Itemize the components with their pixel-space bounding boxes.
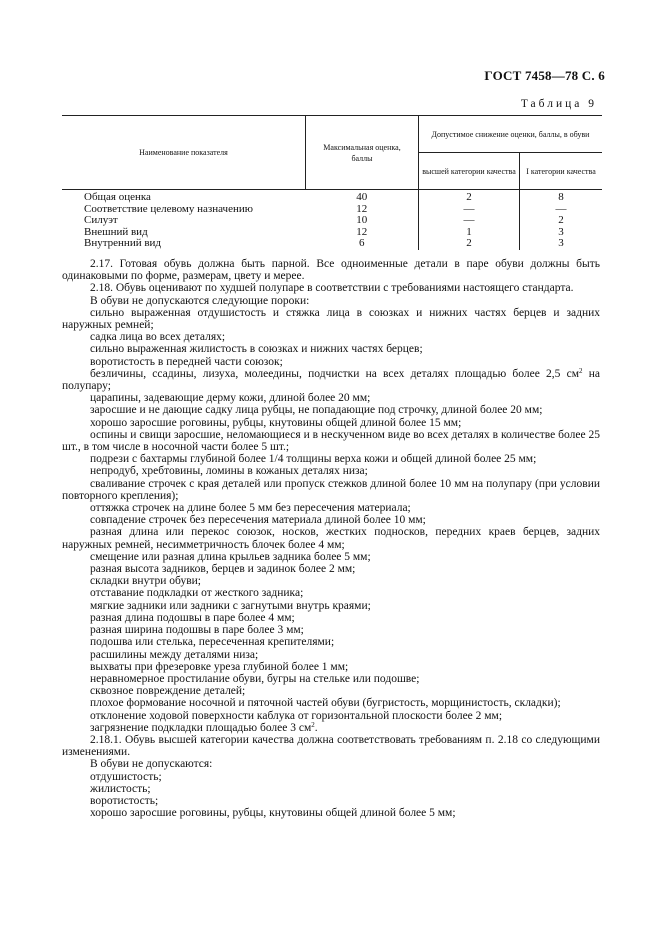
paragraph: В обуви не допускаются следующие пороки: <box>90 294 310 307</box>
text-span: безличины, ссадины, лизуха, молеедины, подчистки на всех деталях площадью более 2,5 см <box>90 367 580 380</box>
row-highest: 1 <box>419 227 520 239</box>
list-item: отклонение ходовой поверхности каблука от горизонтальной плоскости более 2 мм; <box>90 709 503 722</box>
text-span: загрязнение подкладки площадью более 3 см <box>90 721 312 734</box>
list-item: отдушистость; <box>90 770 162 783</box>
superscript: 2 <box>579 366 583 375</box>
list-item: подрези с бахтармы глубиной более 1/4 толщины верха кожи и общей длиной более 25 мм; <box>90 453 537 466</box>
row-max: 6 <box>306 238 419 250</box>
list-item: сильно выраженная жилистость в союзках и нижних частях берцев; <box>90 343 423 356</box>
row-max: 12 <box>306 204 419 216</box>
list-item: воротистость в передней части союзок; <box>90 355 283 368</box>
list-item <box>62 368 600 392</box>
row-name: Общая оценка <box>84 191 151 203</box>
col-header-first: I категории качества <box>520 153 603 190</box>
col-header-max: Максимальная оценка, баллы <box>306 116 419 190</box>
list-item: оттяжка строчек на длине более 5 мм без пересечения материала; <box>90 502 411 515</box>
list-item: разная высота задников, берцев и задинок более 2 мм; <box>90 563 356 576</box>
row-first: 3 <box>558 225 564 238</box>
row-max: 12 <box>306 227 419 239</box>
list-item <box>62 722 600 734</box>
row-first: 3 <box>558 237 564 249</box>
list-item: складки внутри обуви; <box>90 575 201 588</box>
row-highest: — <box>419 204 520 216</box>
paragraph-2-17: 2.17. Готовая обувь должна быть парной. Все одноименные детали в паре обуви должны быть одинаковыми по форме, размерам, цвету и мерее. <box>62 258 600 283</box>
table-row <box>62 190 602 204</box>
text-span: на полупару; <box>62 367 600 393</box>
text-span: . <box>314 721 318 734</box>
list-item: хорошо заросшие роговины, рубцы, кнутовины общей длиной более 5 мм; <box>90 807 456 820</box>
document-body <box>62 258 600 819</box>
list-item: садка лица во всех деталях; <box>90 331 226 344</box>
list-item: разная ширина подошвы в паре более 3 мм; <box>90 624 304 637</box>
list-item: неравномерное простилание обуви, бугры на стельке или подошве; <box>90 672 420 685</box>
table-9 <box>62 115 602 250</box>
list-item: хорошо заросшие роговины, рубцы, кнутовины общей длиной более 15 мм; <box>90 416 462 429</box>
list-item: непродуб, хребтовины, ломины в кожаных деталях низа; <box>90 465 368 478</box>
list-item: разная длина подошвы в паре более 4 мм; <box>90 611 295 624</box>
row-name: Соответствие целевому назначению <box>84 202 253 215</box>
list-item: отставание подкладки от жесткого задника; <box>90 587 304 600</box>
superscript: 2 <box>311 720 315 729</box>
row-highest: — <box>419 215 520 227</box>
list-item: выхваты при фрезеровке уреза глубиной более 1 мм; <box>90 660 349 673</box>
row-first: 8 <box>558 191 564 203</box>
table-caption: Таблица 9 <box>520 98 597 110</box>
list-item: разная длина или перекос союзок, носков, жестких подносков, передних краев берцев, задних наружных ремней, несимметричность блочек более 4 мм; <box>62 526 600 551</box>
list-item: сваливание строчек с края деталей или пропуск стежков длиной более 10 мм на полупару (при условии повторного крепления); <box>62 477 600 502</box>
col-header-reduction: Допустимое снижение оценки, баллы, в обуви <box>419 116 603 153</box>
list-item: подошва или стелька, пересеченная крепителями; <box>90 636 335 649</box>
list-item: сквозное повреждение деталей; <box>90 685 246 698</box>
list-item: сильно выраженная отдушистость и стяжка лица в союзках и нижних частях берцев и задних наружных ремней; <box>62 306 600 332</box>
list-item: расшилины между деталями низа; <box>90 648 259 661</box>
row-name: Силуэт <box>84 214 118 226</box>
row-highest: 2 <box>419 238 520 250</box>
page-header: ГОСТ 7458—78 С. 6 <box>484 68 605 83</box>
list-item: царапины, задевающие дерму кожи, длиной более 20 мм; <box>90 392 371 405</box>
paragraph: В обуви не допускаются: <box>90 758 213 771</box>
list-item: воротистость; <box>90 794 159 807</box>
row-name: Внутренний вид <box>84 237 162 249</box>
row-name: Внешний вид <box>84 225 148 238</box>
list-item: совпадение строчек без пересечения материала длиной более 10 мм; <box>90 514 426 527</box>
list-item: жилистость; <box>90 782 151 795</box>
list-item: оспины и свищи заросшие, неломающиеся и в нескученном виде во всех деталях в количестве более 25 шт., в том числе в носочной части более 5 шт.; <box>62 428 600 454</box>
paragraph-2-18-1: 2.18.1. Обувь высшей категории качества должна соответствовать требованиям п. 2.18 со следующими изменениями. <box>62 733 600 759</box>
row-first: 2 <box>558 214 564 226</box>
table-row <box>62 204 602 216</box>
row-max: 40 <box>306 190 419 204</box>
list-item: смещение или разная длина крыльев задника более 5 мм; <box>90 550 371 563</box>
list-item: заросшие и не дающие садку лица рубцы, не попадающие под строчку, длиной более 20 мм; <box>90 404 543 417</box>
row-first: — <box>555 202 567 215</box>
row-highest: 2 <box>419 190 520 204</box>
paragraph-2-18: 2.18. Обувь оценивают по худшей полупаре в соответствии с требованиями настоящего стандарта. <box>90 282 574 295</box>
row-max: 10 <box>306 215 419 227</box>
list-item: мягкие задники или задники с загнутыми внутрь краями; <box>90 599 371 612</box>
table-row <box>62 215 602 227</box>
table-row <box>62 238 602 250</box>
col-header-name: Наименование показателя <box>62 116 306 190</box>
list-item: плохое формование носочной и пяточной частей обуви (бугристость, морщинистость, складки); <box>90 697 561 710</box>
col-header-highest: высшей категории качества <box>419 153 520 190</box>
